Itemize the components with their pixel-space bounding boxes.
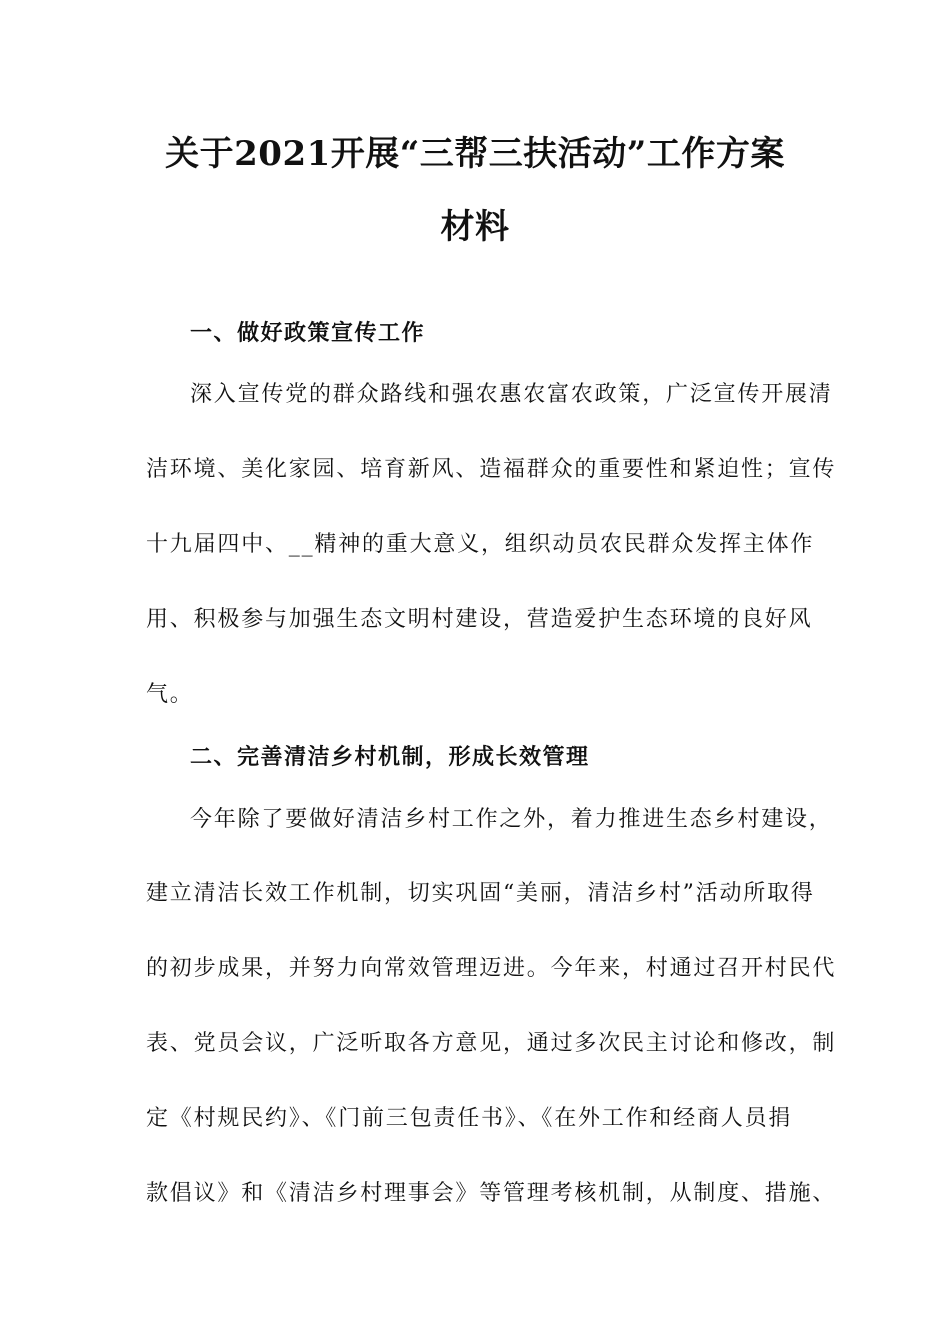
paragraph-line: 气。 <box>146 682 194 707</box>
document-title-line-2: 材料 <box>440 207 510 247</box>
document-title-line-1: 关于2021开展“三帮三扶活动”工作方案 <box>165 134 785 174</box>
section-heading-1: 一、做好政策宣传工作 <box>190 320 426 346</box>
paragraph-line: 洁环境、美化家园、培育新风、造福群众的重要性和紧迫性；宣传 <box>146 457 837 482</box>
paragraph-line: 深入宣传党的群众路线和强农惠农富农政策，广泛宣传开展清 <box>190 382 833 407</box>
paragraph-line: 用、积极参与加强生态文明村建设，营造爱护生态环境的良好风 <box>146 607 813 632</box>
paragraph-line: 表、党员会议，广泛听取各方意见，通过多次民主讨论和修改，制 <box>146 1031 837 1056</box>
paragraph-line: 建立清洁长效工作机制，切实巩固“美丽，清洁乡村”活动所取得 <box>146 881 815 906</box>
section-heading-2: 二、完善清洁乡村机制，形成长效管理 <box>190 744 590 770</box>
paragraph-line: 十九届四中、__精神的重大意义，组织动员农民群众发挥主体作 <box>146 532 815 557</box>
paragraph-line: 定《村规民约》、《门前三包责任书》、《在外工作和经商人员捐 <box>146 1106 793 1131</box>
paragraph-line: 的初步成果，并努力向常效管理迈进。今年来，村通过召开村民代 <box>146 956 837 981</box>
paragraph-line: 款倡议》和《清洁乡村理事会》等管理考核机制，从制度、措施、 <box>146 1181 837 1206</box>
paragraph-line: 今年除了要做好清洁乡村工作之外，着力推进生态乡村建设， <box>190 807 833 832</box>
